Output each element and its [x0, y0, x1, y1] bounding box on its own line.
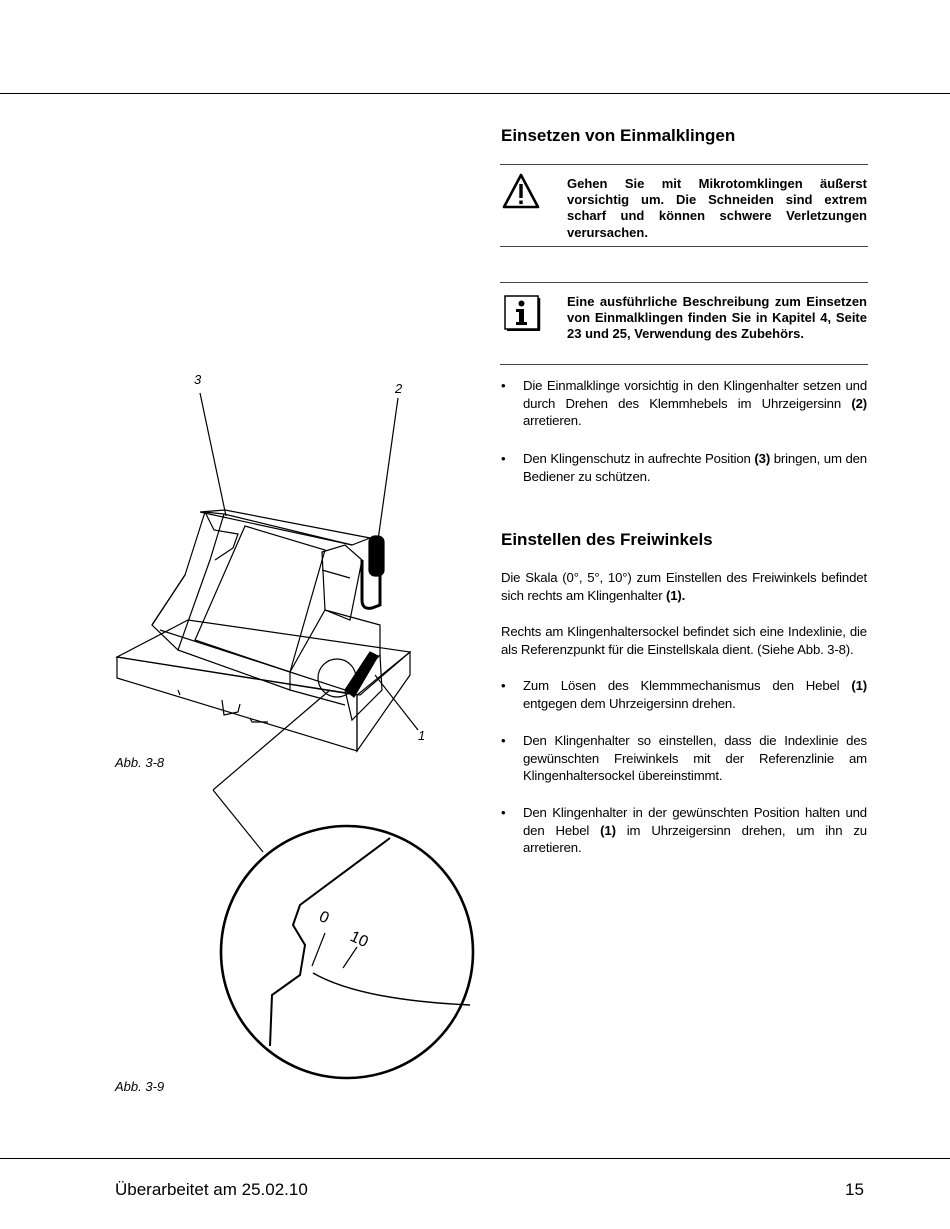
- list-item: [501, 804, 867, 858]
- blade-holder-illustration: [100, 370, 480, 790]
- list-item-text: Zum Lösen des Klemmmechanismus den Hebel (1) entgegen dem Uhrzeigersinn drehen.: [523, 678, 867, 711]
- list-item-text: Die Einmalklinge vorsichtig in den Klingenhalter setzen und durch Drehen des Klemmhebels im Uhrzeigersinn (2) arretieren.: [523, 378, 867, 429]
- list-item-text: Den Klingenhalter so einstellen, dass die Indexlinie des gewünschten Freiwinkels mit der Referenzlinie am Klingenhaltersockel übereinstimmt.: [523, 733, 867, 784]
- info-text: Eine ausführliche Beschreibung zum Einsetzen von Einmalklingen finden Sie in Kapitel 4, Seite 23 und 25, Verwendung des Zubehörs.: [567, 294, 867, 342]
- section-heading-einsetzen: Einsetzen von Einmalklingen: [501, 126, 736, 145]
- list-item: [501, 450, 867, 486]
- paragraph: Rechts am Klingenhaltersockel befindet sich eine Indexlinie, die als Referenzpunkt für die Einstellskala dient. (Siehe Abb. 3-8).: [501, 624, 867, 657]
- bullet-dot: •: [501, 733, 506, 748]
- list-item: [501, 677, 867, 713]
- warning-top-rule: [500, 164, 868, 165]
- bullet-dot: •: [501, 451, 506, 466]
- info-icon: [504, 295, 541, 331]
- figure-caption-3-9: Abb. 3-9: [115, 1079, 165, 1094]
- bullet-dot: •: [501, 805, 506, 820]
- info-bottom-rule: [500, 364, 868, 365]
- scale-label-0: 0: [316, 908, 332, 928]
- bullet-dot: •: [501, 378, 506, 393]
- info-top-rule: [500, 282, 868, 283]
- figure-caption-3-8: Abb. 3-8: [115, 755, 165, 770]
- callout-1: 1: [418, 728, 426, 743]
- section-heading-freiwinkel: Einstellen des Freiwinkels: [501, 530, 713, 549]
- list-item-text: Den Klingenhalter in der gewünschten Position halten und den Hebel (1) im Uhrzeigersinn drehen, um ihn zu arretieren.: [523, 805, 867, 856]
- scale-label-10: 10: [347, 928, 371, 952]
- bullet-dot: •: [501, 678, 506, 693]
- callout-2: 2: [395, 381, 403, 396]
- warning-text: Gehen Sie mit Mikrotomklingen äußerst vorsichtig um. Die Schneiden sind extrem scharf und können schwere Verletzungen verursachen.: [567, 176, 867, 240]
- list-item: [501, 377, 867, 431]
- paragraph: Die Skala (0°, 5°, 10°) zum Einstellen des Freiwinkels befindet sich rechts am Klingenhalter (1).: [501, 570, 867, 603]
- header-rule: [0, 93, 950, 94]
- list-item-text: Den Klingenschutz in aufrechte Position (3) bringen, um den Bediener zu schützen.: [523, 451, 867, 484]
- footer-revision-date: Überarbeitet am 25.02.10: [115, 1180, 308, 1199]
- page-number: 15: [845, 1180, 864, 1199]
- warning-icon: [502, 173, 540, 209]
- warning-bottom-rule: [500, 246, 868, 247]
- list-item: [501, 732, 867, 786]
- callout-3: 3: [194, 372, 202, 387]
- footer-rule: [0, 1158, 950, 1159]
- scale-detail-illustration: [200, 780, 480, 1080]
